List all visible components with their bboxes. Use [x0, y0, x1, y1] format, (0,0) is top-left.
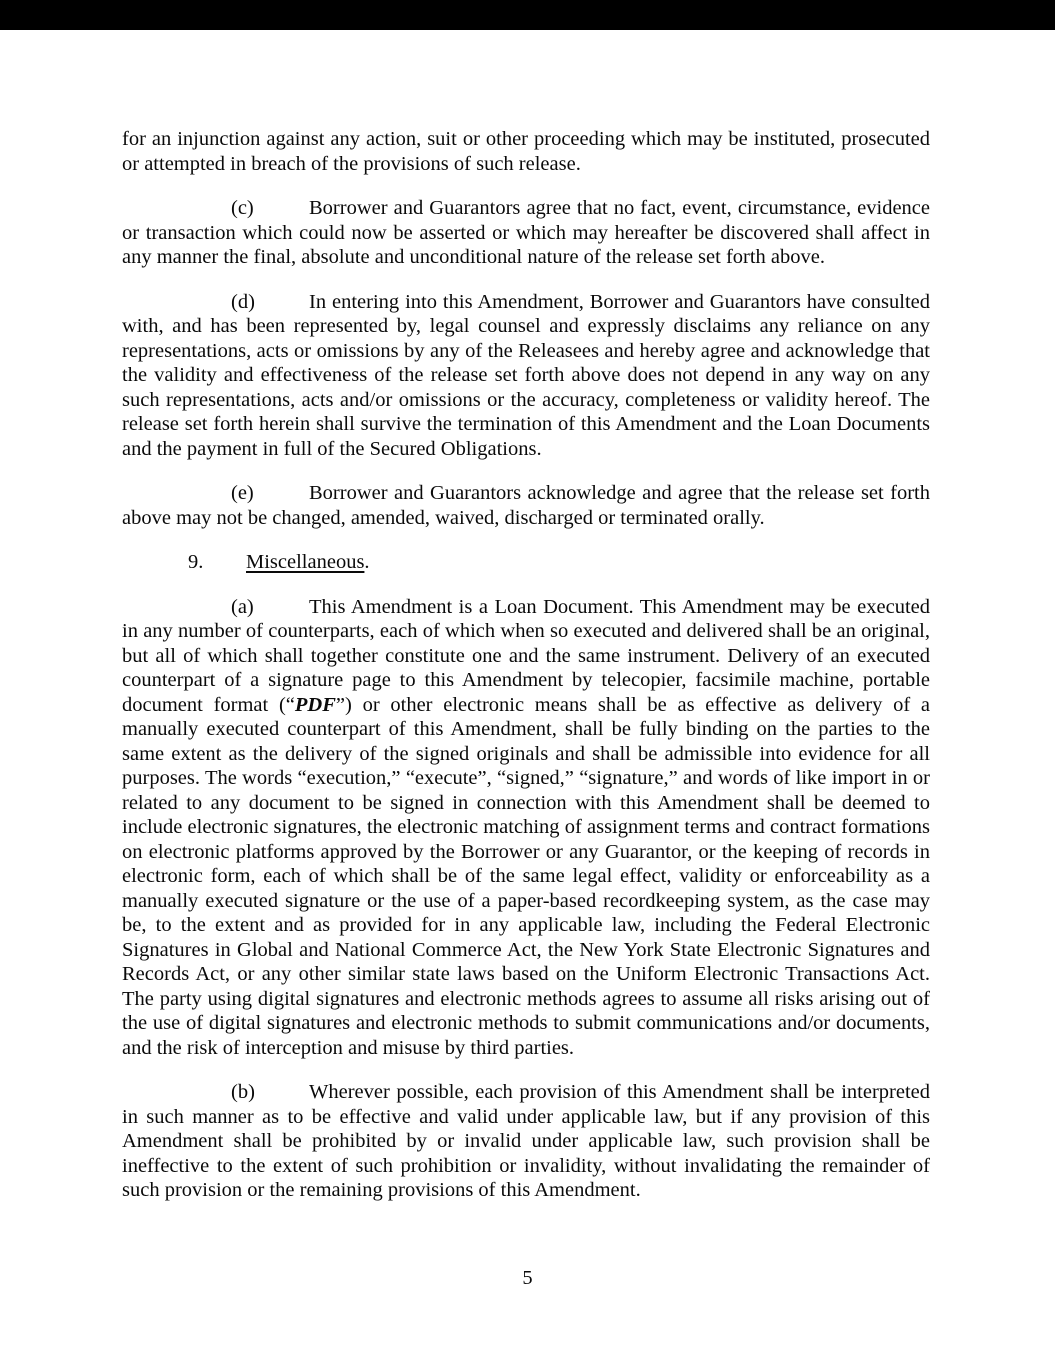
pdf-defined-term: PDF: [294, 693, 336, 716]
paragraph-item-e: [122, 481, 930, 530]
item-d-label: (d): [231, 290, 255, 313]
paragraph-item-c: [122, 196, 930, 270]
item-d-text: In entering into this Amendment, Borrower and Guarantors have consulted with, and has been represented by, legal counsel and expressly disclaims any reliance on any representations, acts or omissions by any of the Releasees and hereby agree and acknowledge that the validity and effectiveness of the release set forth above does not depend in any way on any such representations, acts and/or omissions or the accuracy, completeness or validity hereof. The release set forth herein shall survive the termination of this Amendment and the Loan Documents and the payment in full of the Secured Obligations.: [122, 290, 930, 460]
item-a-label: (a): [231, 595, 254, 618]
item-e-label: (e): [231, 482, 254, 504]
paragraph-item-d: [122, 290, 930, 462]
item-b-label: (b): [231, 1081, 255, 1103]
item-a-text-after-pdf: ”) or other electronic means shall be as effective as delivery of a manually executed counterpart of this Amendment, shall be fully binding on the parties to the same extent as the delivery of the signed originals and shall be admissible into evidence for all purposes. The words “execution,” “execute”, “signed,” “signature,” and words of like import in or related to any document to be signed in connection with this Amendment shall be deemed to include electronic signatures, the electronic matching of assignment terms and contract formations on electronic platforms approved by the Borrower or any Guarantor, or the keeping of records in electronic form, each of which shall be of the same legal effect, validity or enforceability as a manually executed signature or the use of a paper-based recordkeeping system, as the case may be, to the extent and as provided for in any applicable law, including the Federal Electronic Signatures in Global and National Commerce Act, the New York State Electronic Signatures and Records Act, or any other similar state laws based on the Uniform Electronic Transactions Act. The party using digital signatures and electronic methods agrees to assume all risks arising out of the use of digital signatures and electronic methods to submit communications and/or documents, and the risk of interception and misuse by third parties.: [122, 693, 930, 1059]
section-9-period: .: [364, 551, 370, 573]
document-body: [122, 127, 930, 1203]
section-9-heading: [122, 550, 930, 575]
paragraph-item-a: [122, 595, 930, 1061]
paragraph-item-b: [122, 1080, 930, 1203]
section-9-title: Miscellaneous: [246, 551, 365, 573]
item-b-text: Wherever possible, each provision of this Amendment shall be interpreted in such manner as to be effective and valid under applicable law, but if any provision of this Amendment shall be prohibited by or invalid under applicable law, such provision shall be ineffective to the extent of such prohibition or invalidity, without invalidating the remainder of such provision or the remaining provisions of this Amendment.: [122, 1081, 930, 1201]
item-c-text: Borrower and Guarantors agree that no fact, event, circumstance, evidence or transaction which could now be asserted or which may hereafter be discovered shall affect in any manner the final, absolute and unconditional nature of the release set forth above.: [122, 197, 930, 268]
item-c-label: (c): [231, 197, 254, 219]
section-9-number: 9.: [188, 551, 204, 573]
scan-edge-artifact-bar: [0, 0, 1055, 30]
item-a-text-before-pdf: This Amendment is a Loan Document. This Amendment may be executed in any number of counterparts, each of which when so executed and delivered shall be an original, but all of which shall together constitute one and the same instrument. Delivery of an executed counterpart of a signature page to this Amendment by telecopier, facsimile machine, portable document format (“: [122, 595, 930, 716]
paragraph-continuation: for an injunction against any action, suit or other proceeding which may be instituted, prosecuted or attempted in breach of the provisions of such release.: [122, 128, 930, 175]
item-e-text: Borrower and Guarantors acknowledge and agree that the release set forth above may not be changed, amended, waived, discharged or terminated orally.: [122, 482, 930, 529]
page-number: 5: [522, 1267, 533, 1289]
